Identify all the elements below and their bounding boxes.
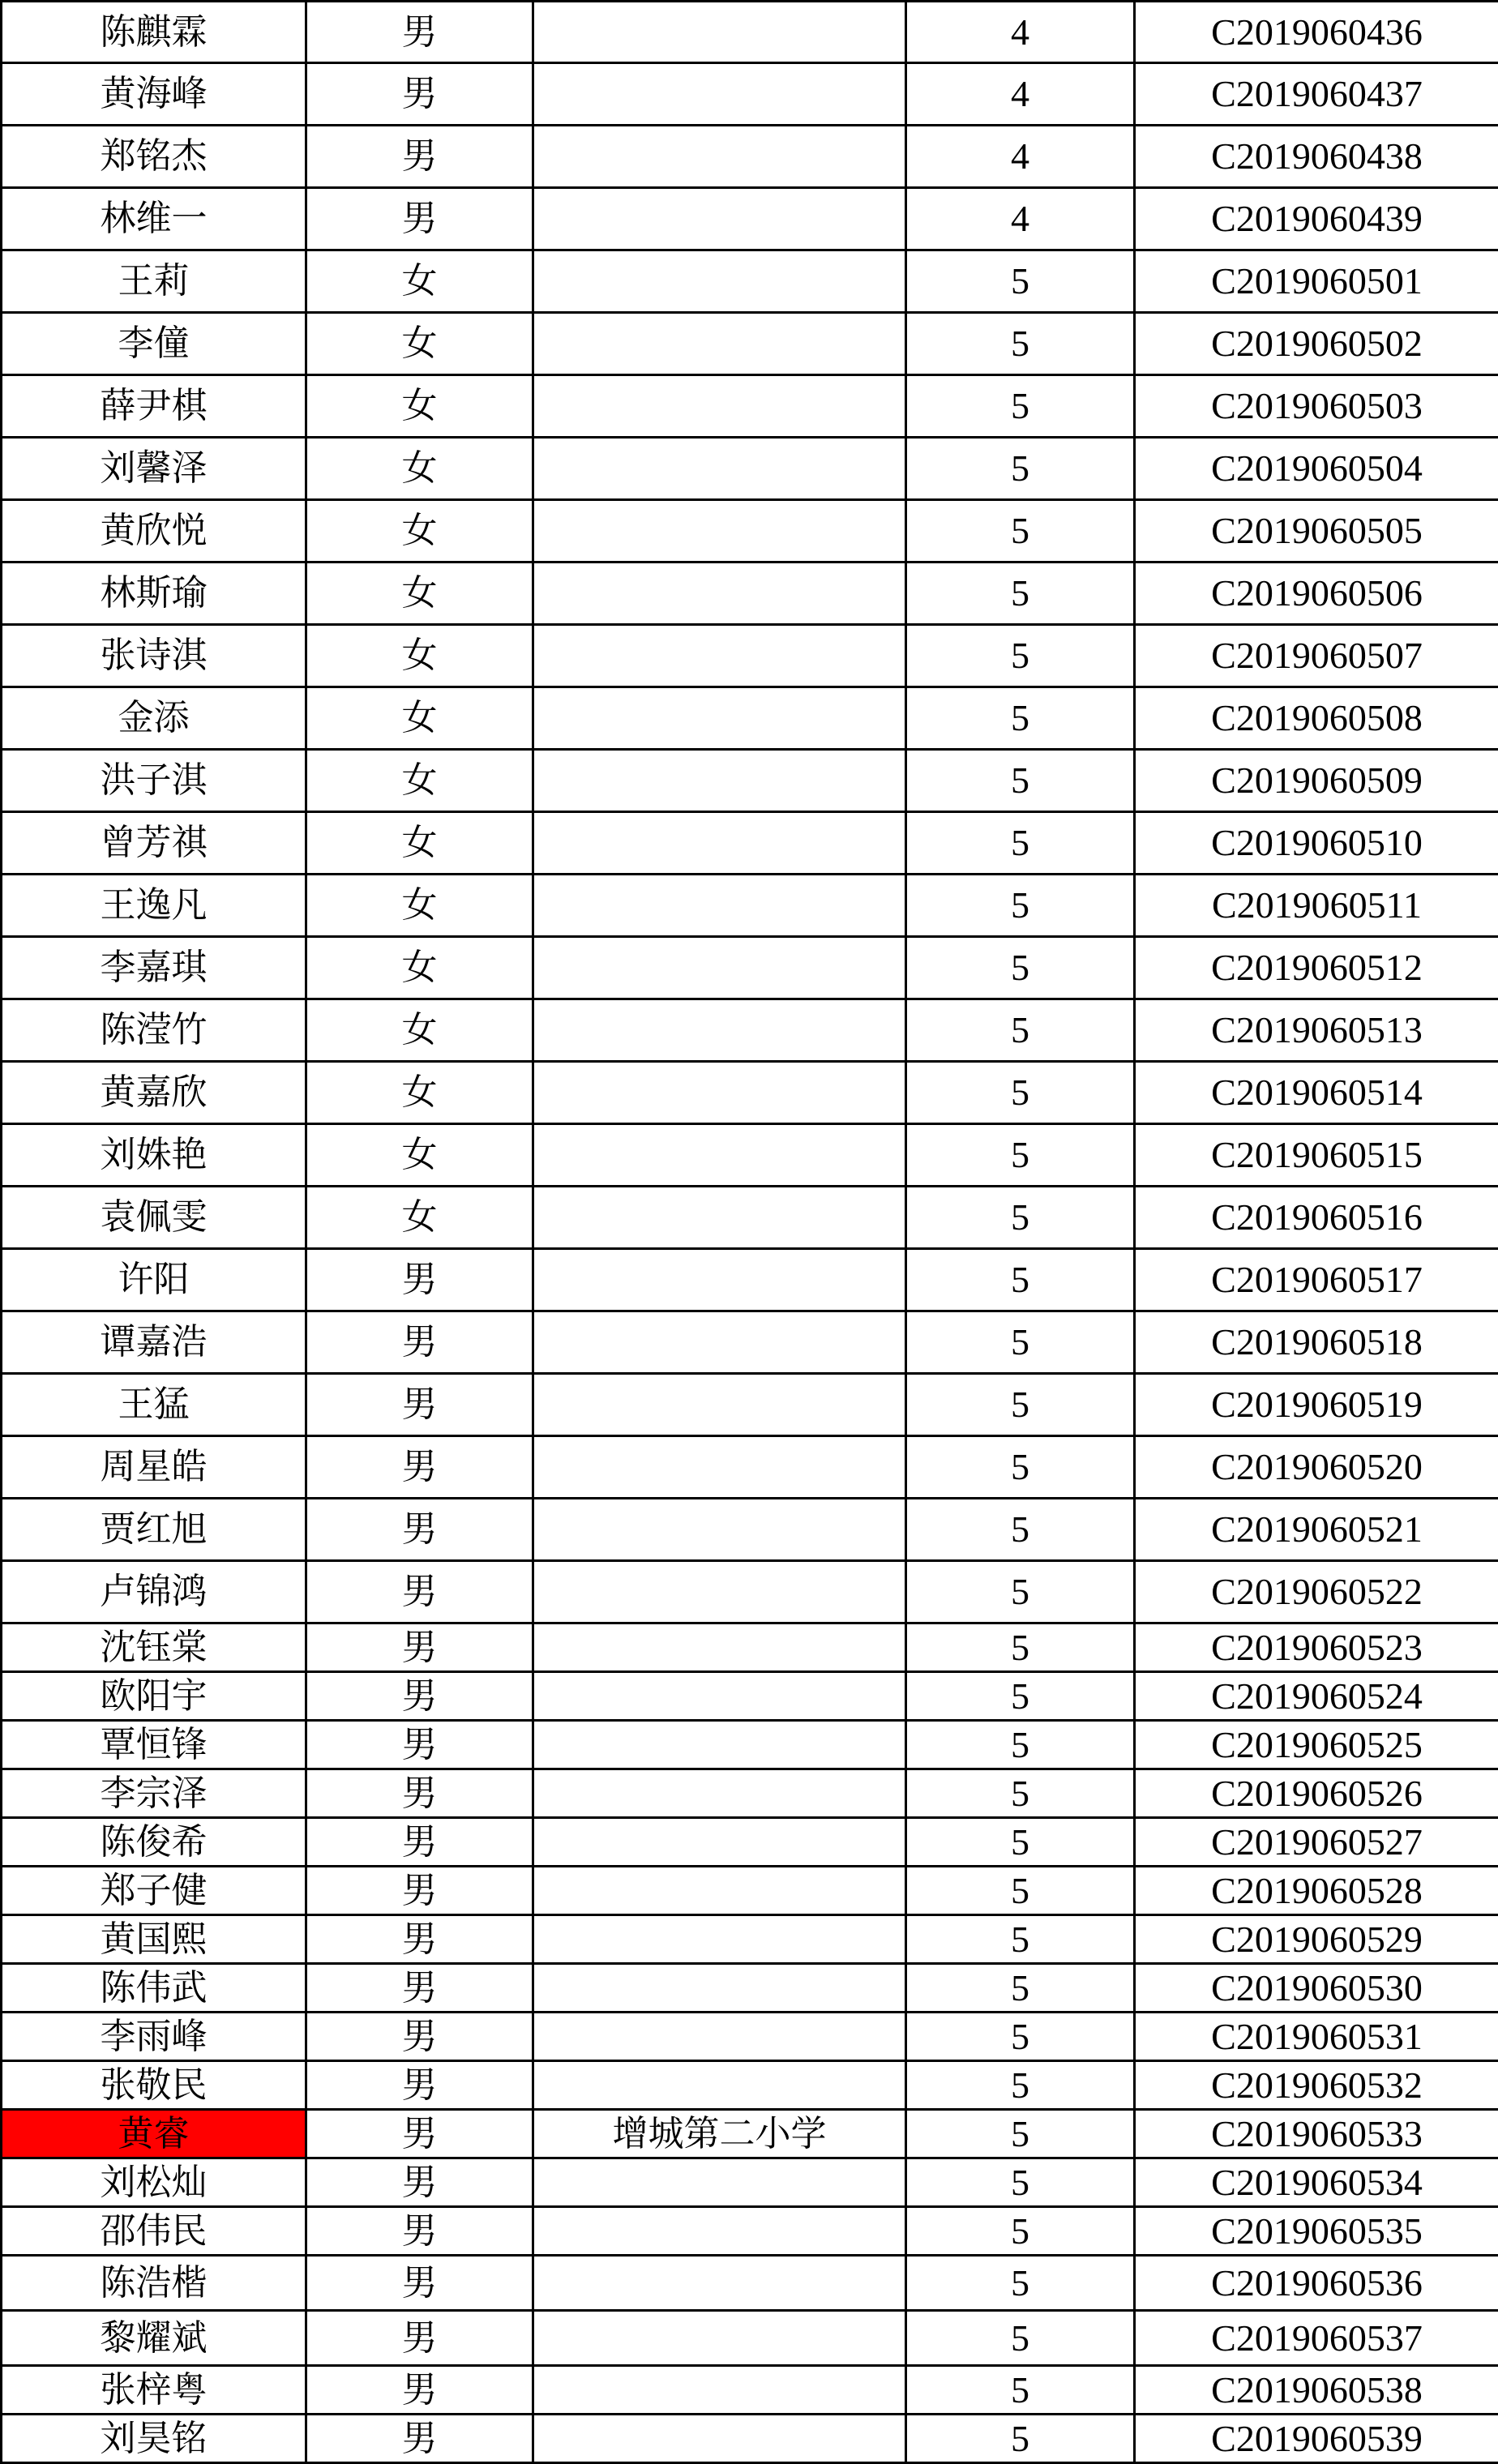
school-cell — [533, 1915, 906, 1964]
table-row — [2, 1623, 1498, 1672]
code-cell: C2019060535 — [1135, 2207, 1498, 2256]
name-cell: 黎耀斌 — [2, 2311, 306, 2366]
grade-cell: 5 — [906, 1964, 1135, 2013]
name-cell: 刘松灿 — [2, 2158, 306, 2207]
code-cell: C2019060516 — [1135, 1187, 1498, 1249]
school-cell — [533, 1867, 906, 1915]
gender-cell: 女 — [306, 812, 533, 875]
code-cell: C2019060520 — [1135, 1436, 1498, 1499]
school-cell — [533, 1311, 906, 1374]
grade-cell: 5 — [906, 1062, 1135, 1124]
grade-cell: 5 — [906, 687, 1135, 750]
name-cell: 李雨峰 — [2, 2013, 306, 2061]
name-cell: 黄欣悦 — [2, 500, 306, 563]
name-cell: 黄嘉欣 — [2, 1062, 306, 1124]
code-cell: C2019060503 — [1135, 375, 1498, 438]
gender-cell: 女 — [306, 750, 533, 812]
gender-cell: 男 — [306, 126, 533, 188]
code-cell: C2019060513 — [1135, 999, 1498, 1062]
table-row — [2, 563, 1498, 625]
grade-cell: 5 — [906, 1623, 1135, 1672]
school-cell — [533, 999, 906, 1062]
gender-cell: 女 — [306, 500, 533, 563]
grade-cell: 5 — [906, 812, 1135, 875]
table-row — [2, 1062, 1498, 1124]
gender-cell: 男 — [306, 2256, 533, 2311]
gender-cell: 男 — [306, 2, 533, 63]
table-row — [2, 188, 1498, 250]
gender-cell: 男 — [306, 2207, 533, 2256]
table-row — [2, 500, 1498, 563]
name-cell: 张敬民 — [2, 2061, 306, 2110]
code-cell: C2019060439 — [1135, 188, 1498, 250]
grade-cell: 5 — [906, 1769, 1135, 1818]
school-cell — [533, 500, 906, 563]
code-cell: C2019060522 — [1135, 1561, 1498, 1623]
grade-cell: 5 — [906, 2415, 1135, 2463]
school-cell — [533, 875, 906, 937]
code-cell: C2019060539 — [1135, 2415, 1498, 2463]
table-body — [2, 2, 1498, 2463]
code-cell: C2019060532 — [1135, 2061, 1498, 2110]
gender-cell: 男 — [306, 1672, 533, 1721]
school-cell — [533, 2061, 906, 2110]
grade-cell: 5 — [906, 1818, 1135, 1867]
name-cell: 王莉 — [2, 250, 306, 313]
gender-cell: 女 — [306, 999, 533, 1062]
table-row — [2, 1818, 1498, 1867]
grade-cell: 4 — [906, 126, 1135, 188]
grade-cell: 5 — [906, 2110, 1135, 2158]
name-cell: 黄海峰 — [2, 63, 306, 126]
school-cell — [533, 1062, 906, 1124]
gender-cell: 男 — [306, 2311, 533, 2366]
table-row — [2, 1436, 1498, 1499]
gender-cell: 男 — [306, 2061, 533, 2110]
code-cell: C2019060501 — [1135, 250, 1498, 313]
table-row — [2, 2366, 1498, 2415]
school-cell — [533, 313, 906, 375]
table-row — [2, 126, 1498, 188]
table-row — [2, 937, 1498, 999]
table-row — [2, 63, 1498, 126]
gender-cell: 男 — [306, 188, 533, 250]
code-cell: C2019060530 — [1135, 1964, 1498, 2013]
school-cell — [533, 1964, 906, 2013]
table-row — [2, 250, 1498, 313]
table-row — [2, 2110, 1498, 2158]
name-cell: 李僮 — [2, 313, 306, 375]
gender-cell: 女 — [306, 1124, 533, 1187]
grade-cell: 5 — [906, 500, 1135, 563]
name-cell: 刘昊铭 — [2, 2415, 306, 2463]
school-cell — [533, 438, 906, 500]
name-cell: 覃恒锋 — [2, 1721, 306, 1769]
grade-cell: 5 — [906, 1561, 1135, 1623]
gender-cell: 男 — [306, 1374, 533, 1436]
name-cell: 郑铭杰 — [2, 126, 306, 188]
name-cell: 黄国熙 — [2, 1915, 306, 1964]
school-cell — [533, 126, 906, 188]
code-cell: C2019060515 — [1135, 1124, 1498, 1187]
code-cell: C2019060538 — [1135, 2366, 1498, 2415]
school-cell — [533, 687, 906, 750]
gender-cell: 男 — [306, 2158, 533, 2207]
school-cell — [533, 2013, 906, 2061]
table-row — [2, 1124, 1498, 1187]
table-row — [2, 2415, 1498, 2463]
school-cell — [533, 625, 906, 687]
school-cell — [533, 1374, 906, 1436]
name-cell: 李嘉琪 — [2, 937, 306, 999]
name-cell: 谭嘉浩 — [2, 1311, 306, 1374]
table-row — [2, 1187, 1498, 1249]
code-cell: C2019060506 — [1135, 563, 1498, 625]
gender-cell: 男 — [306, 1915, 533, 1964]
gender-cell: 女 — [306, 937, 533, 999]
name-cell: 王逸凡 — [2, 875, 306, 937]
table-row — [2, 687, 1498, 750]
name-cell: 黄睿 — [2, 2110, 306, 2158]
gender-cell: 男 — [306, 1623, 533, 1672]
name-cell: 郑子健 — [2, 1867, 306, 1915]
school-cell — [533, 250, 906, 313]
gender-cell: 女 — [306, 625, 533, 687]
code-cell: C2019060512 — [1135, 937, 1498, 999]
code-cell: C2019060527 — [1135, 1818, 1498, 1867]
name-cell: 陈麒霖 — [2, 2, 306, 63]
grade-cell: 5 — [906, 875, 1135, 937]
code-cell: C2019060536 — [1135, 2256, 1498, 2311]
table-row — [2, 2256, 1498, 2311]
gender-cell: 女 — [306, 563, 533, 625]
gender-cell: 男 — [306, 1818, 533, 1867]
grade-cell: 5 — [906, 2061, 1135, 2110]
table-row — [2, 1311, 1498, 1374]
school-cell — [533, 2207, 906, 2256]
school-cell — [533, 1769, 906, 1818]
table-row — [2, 1499, 1498, 1561]
table-row — [2, 2, 1498, 63]
name-cell: 卢锦鸿 — [2, 1561, 306, 1623]
grade-cell: 5 — [906, 563, 1135, 625]
school-cell — [533, 1187, 906, 1249]
school-cell — [533, 2366, 906, 2415]
name-cell: 欧阳宇 — [2, 1672, 306, 1721]
school-cell — [533, 937, 906, 999]
school-cell — [533, 1499, 906, 1561]
name-cell: 张诗淇 — [2, 625, 306, 687]
table-row — [2, 1964, 1498, 2013]
code-cell: C2019060534 — [1135, 2158, 1498, 2207]
name-cell: 王猛 — [2, 1374, 306, 1436]
name-cell: 洪子淇 — [2, 750, 306, 812]
grade-cell: 5 — [906, 1249, 1135, 1311]
gender-cell: 男 — [306, 1769, 533, 1818]
code-cell: C2019060507 — [1135, 625, 1498, 687]
code-cell: C2019060533 — [1135, 2110, 1498, 2158]
school-cell: 增城第二小学 — [533, 2110, 906, 2158]
gender-cell: 男 — [306, 2110, 533, 2158]
code-cell: C2019060502 — [1135, 313, 1498, 375]
table-row — [2, 1249, 1498, 1311]
table-row — [2, 999, 1498, 1062]
table-row — [2, 438, 1498, 500]
name-cell: 林斯瑜 — [2, 563, 306, 625]
table-row — [2, 812, 1498, 875]
name-cell: 袁佩雯 — [2, 1187, 306, 1249]
grade-cell: 5 — [906, 625, 1135, 687]
code-cell: C2019060437 — [1135, 63, 1498, 126]
gender-cell: 女 — [306, 875, 533, 937]
code-cell: C2019060521 — [1135, 1499, 1498, 1561]
school-cell — [533, 1561, 906, 1623]
grade-cell: 5 — [906, 375, 1135, 438]
school-cell — [533, 812, 906, 875]
grade-cell: 5 — [906, 2256, 1135, 2311]
grade-cell: 5 — [906, 1915, 1135, 1964]
gender-cell: 女 — [306, 375, 533, 438]
school-cell — [533, 1818, 906, 1867]
gender-cell: 女 — [306, 438, 533, 500]
school-cell — [533, 63, 906, 126]
grade-cell: 5 — [906, 1867, 1135, 1915]
gender-cell: 女 — [306, 1187, 533, 1249]
school-cell — [533, 2158, 906, 2207]
school-cell — [533, 1124, 906, 1187]
name-cell: 刘姝艳 — [2, 1124, 306, 1187]
grade-cell: 4 — [906, 188, 1135, 250]
gender-cell: 男 — [306, 1436, 533, 1499]
grade-cell: 5 — [906, 250, 1135, 313]
code-cell: C2019060505 — [1135, 500, 1498, 563]
grade-cell: 4 — [906, 2, 1135, 63]
gender-cell: 男 — [306, 1311, 533, 1374]
code-cell: C2019060517 — [1135, 1249, 1498, 1311]
table-row — [2, 1672, 1498, 1721]
name-cell: 周星皓 — [2, 1436, 306, 1499]
code-cell: C2019060526 — [1135, 1769, 1498, 1818]
grade-cell: 5 — [906, 1374, 1135, 1436]
code-cell: C2019060525 — [1135, 1721, 1498, 1769]
table-row — [2, 2311, 1498, 2366]
code-cell: C2019060514 — [1135, 1062, 1498, 1124]
grade-cell: 5 — [906, 438, 1135, 500]
name-cell: 李宗泽 — [2, 1769, 306, 1818]
code-cell: C2019060528 — [1135, 1867, 1498, 1915]
grade-cell: 5 — [906, 2366, 1135, 2415]
name-cell: 林维一 — [2, 188, 306, 250]
school-cell — [533, 2415, 906, 2463]
table-row — [2, 2207, 1498, 2256]
grade-cell: 5 — [906, 1124, 1135, 1187]
school-cell — [533, 750, 906, 812]
gender-cell: 男 — [306, 1499, 533, 1561]
school-cell — [533, 375, 906, 438]
grade-cell: 5 — [906, 1499, 1135, 1561]
school-cell — [533, 2, 906, 63]
grade-cell: 5 — [906, 999, 1135, 1062]
name-cell: 陈伟武 — [2, 1964, 306, 2013]
grade-cell: 5 — [906, 313, 1135, 375]
name-cell: 贾红旭 — [2, 1499, 306, 1561]
name-cell: 沈钰棠 — [2, 1623, 306, 1672]
code-cell: C2019060519 — [1135, 1374, 1498, 1436]
code-cell: C2019060509 — [1135, 750, 1498, 812]
name-cell: 张梓粤 — [2, 2366, 306, 2415]
gender-cell: 男 — [306, 2415, 533, 2463]
gender-cell: 女 — [306, 250, 533, 313]
table-row — [2, 1374, 1498, 1436]
table-row — [2, 1867, 1498, 1915]
school-cell — [533, 1436, 906, 1499]
table-row — [2, 1721, 1498, 1769]
table-row — [2, 375, 1498, 438]
gender-cell: 男 — [306, 2366, 533, 2415]
code-cell: C2019060438 — [1135, 126, 1498, 188]
grade-cell: 5 — [906, 1187, 1135, 1249]
school-cell — [533, 1249, 906, 1311]
table-row — [2, 875, 1498, 937]
name-cell: 金添 — [2, 687, 306, 750]
gender-cell: 女 — [306, 1062, 533, 1124]
gender-cell: 男 — [306, 1249, 533, 1311]
grade-cell: 4 — [906, 63, 1135, 126]
grade-cell: 5 — [906, 1311, 1135, 1374]
code-cell: C2019060510 — [1135, 812, 1498, 875]
table-row — [2, 2013, 1498, 2061]
gender-cell: 男 — [306, 63, 533, 126]
code-cell: C2019060504 — [1135, 438, 1498, 500]
grade-cell: 5 — [906, 750, 1135, 812]
code-cell: C2019060436 — [1135, 2, 1498, 63]
table-row — [2, 2061, 1498, 2110]
table-row — [2, 1769, 1498, 1818]
gender-cell: 男 — [306, 1964, 533, 2013]
table-row — [2, 313, 1498, 375]
school-cell — [533, 188, 906, 250]
code-cell: C2019060524 — [1135, 1672, 1498, 1721]
code-cell: C2019060529 — [1135, 1915, 1498, 1964]
code-cell: C2019060511 — [1135, 875, 1498, 937]
school-cell — [533, 2311, 906, 2366]
school-cell — [533, 563, 906, 625]
table-row — [2, 1561, 1498, 1623]
code-cell: C2019060508 — [1135, 687, 1498, 750]
gender-cell: 男 — [306, 1561, 533, 1623]
grade-cell: 5 — [906, 937, 1135, 999]
name-cell: 薛尹棋 — [2, 375, 306, 438]
name-cell: 刘馨泽 — [2, 438, 306, 500]
grade-cell: 5 — [906, 1721, 1135, 1769]
school-cell — [533, 1672, 906, 1721]
school-cell — [533, 1721, 906, 1769]
gender-cell: 男 — [306, 2013, 533, 2061]
table-row — [2, 2158, 1498, 2207]
gender-cell: 女 — [306, 687, 533, 750]
name-cell: 曾芳祺 — [2, 812, 306, 875]
name-cell: 陈滢竹 — [2, 999, 306, 1062]
gender-cell: 男 — [306, 1721, 533, 1769]
grade-cell: 5 — [906, 2311, 1135, 2366]
school-cell — [533, 2256, 906, 2311]
name-cell: 邵伟民 — [2, 2207, 306, 2256]
grade-cell: 5 — [906, 1436, 1135, 1499]
grade-cell: 5 — [906, 1672, 1135, 1721]
school-cell — [533, 1623, 906, 1672]
gender-cell: 男 — [306, 1867, 533, 1915]
table-row — [2, 1915, 1498, 1964]
name-cell: 陈浩楷 — [2, 2256, 306, 2311]
name-cell: 陈俊希 — [2, 1818, 306, 1867]
table-row — [2, 750, 1498, 812]
gender-cell: 女 — [306, 313, 533, 375]
name-cell: 许阳 — [2, 1249, 306, 1311]
grade-cell: 5 — [906, 2158, 1135, 2207]
code-cell: C2019060518 — [1135, 1311, 1498, 1374]
code-cell: C2019060523 — [1135, 1623, 1498, 1672]
code-cell: C2019060531 — [1135, 2013, 1498, 2061]
table-row — [2, 625, 1498, 687]
grade-cell: 5 — [906, 2013, 1135, 2061]
grade-cell: 5 — [906, 2207, 1135, 2256]
code-cell: C2019060537 — [1135, 2311, 1498, 2366]
